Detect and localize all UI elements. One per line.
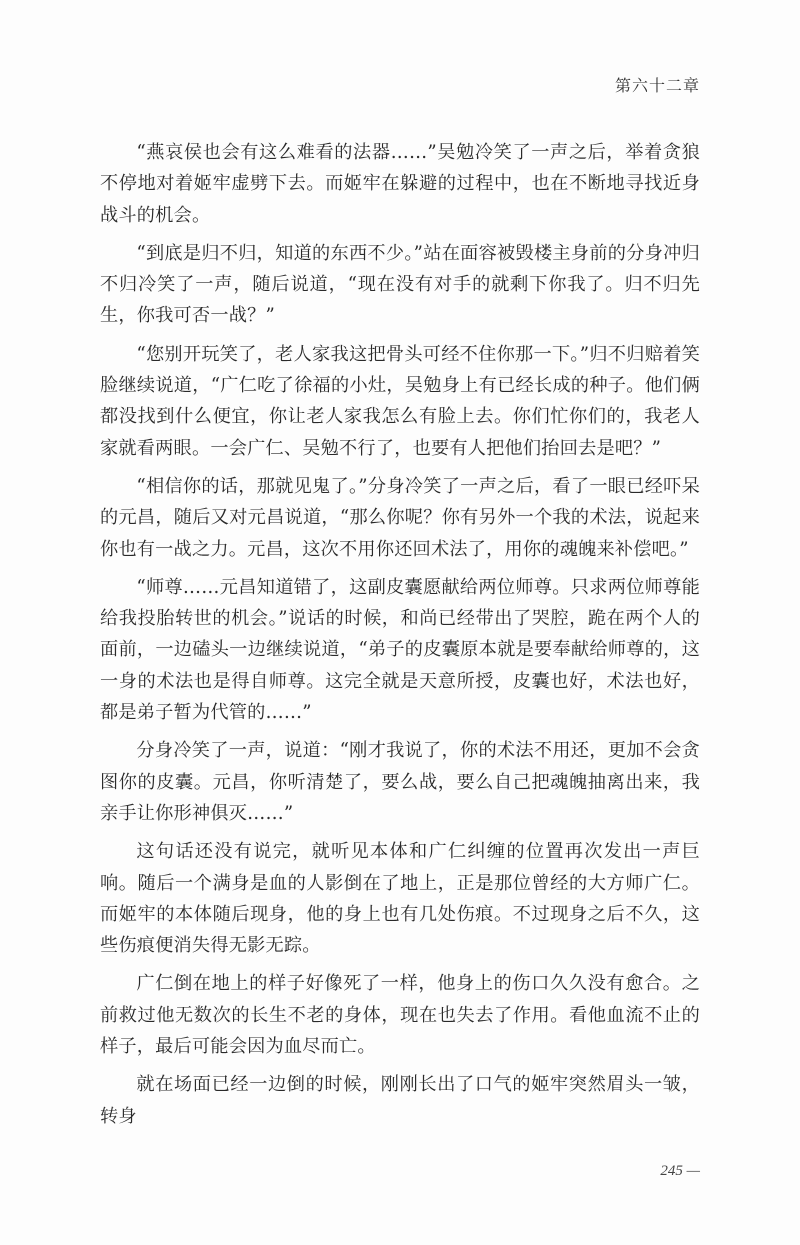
paragraph: 广仁倒在地上的样子好像死了一样，他身上的伤口久久没有愈合。之前救过他无数次的长生不老的身体，现在也失去了作用。看他血流不止的样子，最后可能会因为血尽而亡。: [100, 973, 700, 1058]
chapter-running-head: 第六十二章: [614, 76, 700, 95]
paragraph: 分身冷笑了一声，说道：“刚才我说了，你的术法不用还，更加不会贪图你的皮囊。元昌，你听清楚了，要么战，要么自己把魂魄抽离出来，我亲手让你形神俱灭……”: [100, 740, 700, 824]
paragraph: “相信你的话，那就见鬼了。”分身冷笑了一声之后，看了一眼已经吓呆的元昌，随后又对元昌说道，“那么你呢？你有另外一个我的术法，说起来你也有一战之力。元昌，这次不用你还回术法了，用你的魂魄来补偿吧。”: [100, 475, 700, 560]
paragraph: “您别开玩笑了，老人家我这把骨头可经不住你那一下。”归不归赔着笑脸继续说道，“广仁吃了徐福的小灶，吴勉身上有已经长成的种子。他们俩都没找到什么便宜，你让老人家我怎么有脸上去。你们忙你们的，我老人家就看两眼。一会广仁、吴勉不行了，也要有人把他们抬回去是吧？”: [100, 343, 700, 459]
paragraph: 这句话还没有说完，就听见本体和广仁纠缠的位置再次发出一声巨响。随后一个满身是血的人影倒在了地上，正是那位曾经的大方师广仁。而姬牢的本体随后现身，他的身上也有几处伤痕。不过现身之后不久，这些伤痕便消失得无影无踪。: [100, 841, 700, 957]
paragraph: “燕哀侯也会有这么难看的法器……”吴勉冷笑了一声之后，举着贪狼不停地对着姬牢虚劈下去。而姬牢在躲避的过程中，也在不断地寻找近身战斗的机会。: [100, 142, 700, 226]
body-text: [100, 137, 700, 1139]
paragraph: “到底是归不归，知道的东西不少。”站在面容被毁楼主身前的分身冲归不归冷笑了一声，随后说道，“现在没有对手的就剩下你我了。归不归先生，你我可否一战？”: [100, 242, 700, 327]
page-number: 245 —: [660, 1163, 700, 1179]
paragraph: “师尊……元昌知道错了，这副皮囊愿献给两位师尊。只求两位师尊能给我投胎转世的机会。”说话的时候，和尚已经带出了哭腔，跪在两个人的面前，一边磕头一边继续说道，“弟子的皮囊原本就是要奉献给师尊的，这一身的术法也是得自师尊。这完全就是天意所授，皮囊也好，术法也好，都是弟子暂为代管的……”: [100, 576, 700, 724]
paragraph: 就在场面已经一边倒的时候，刚刚长出了口气的姬牢突然眉头一皱，转身: [100, 1074, 700, 1127]
